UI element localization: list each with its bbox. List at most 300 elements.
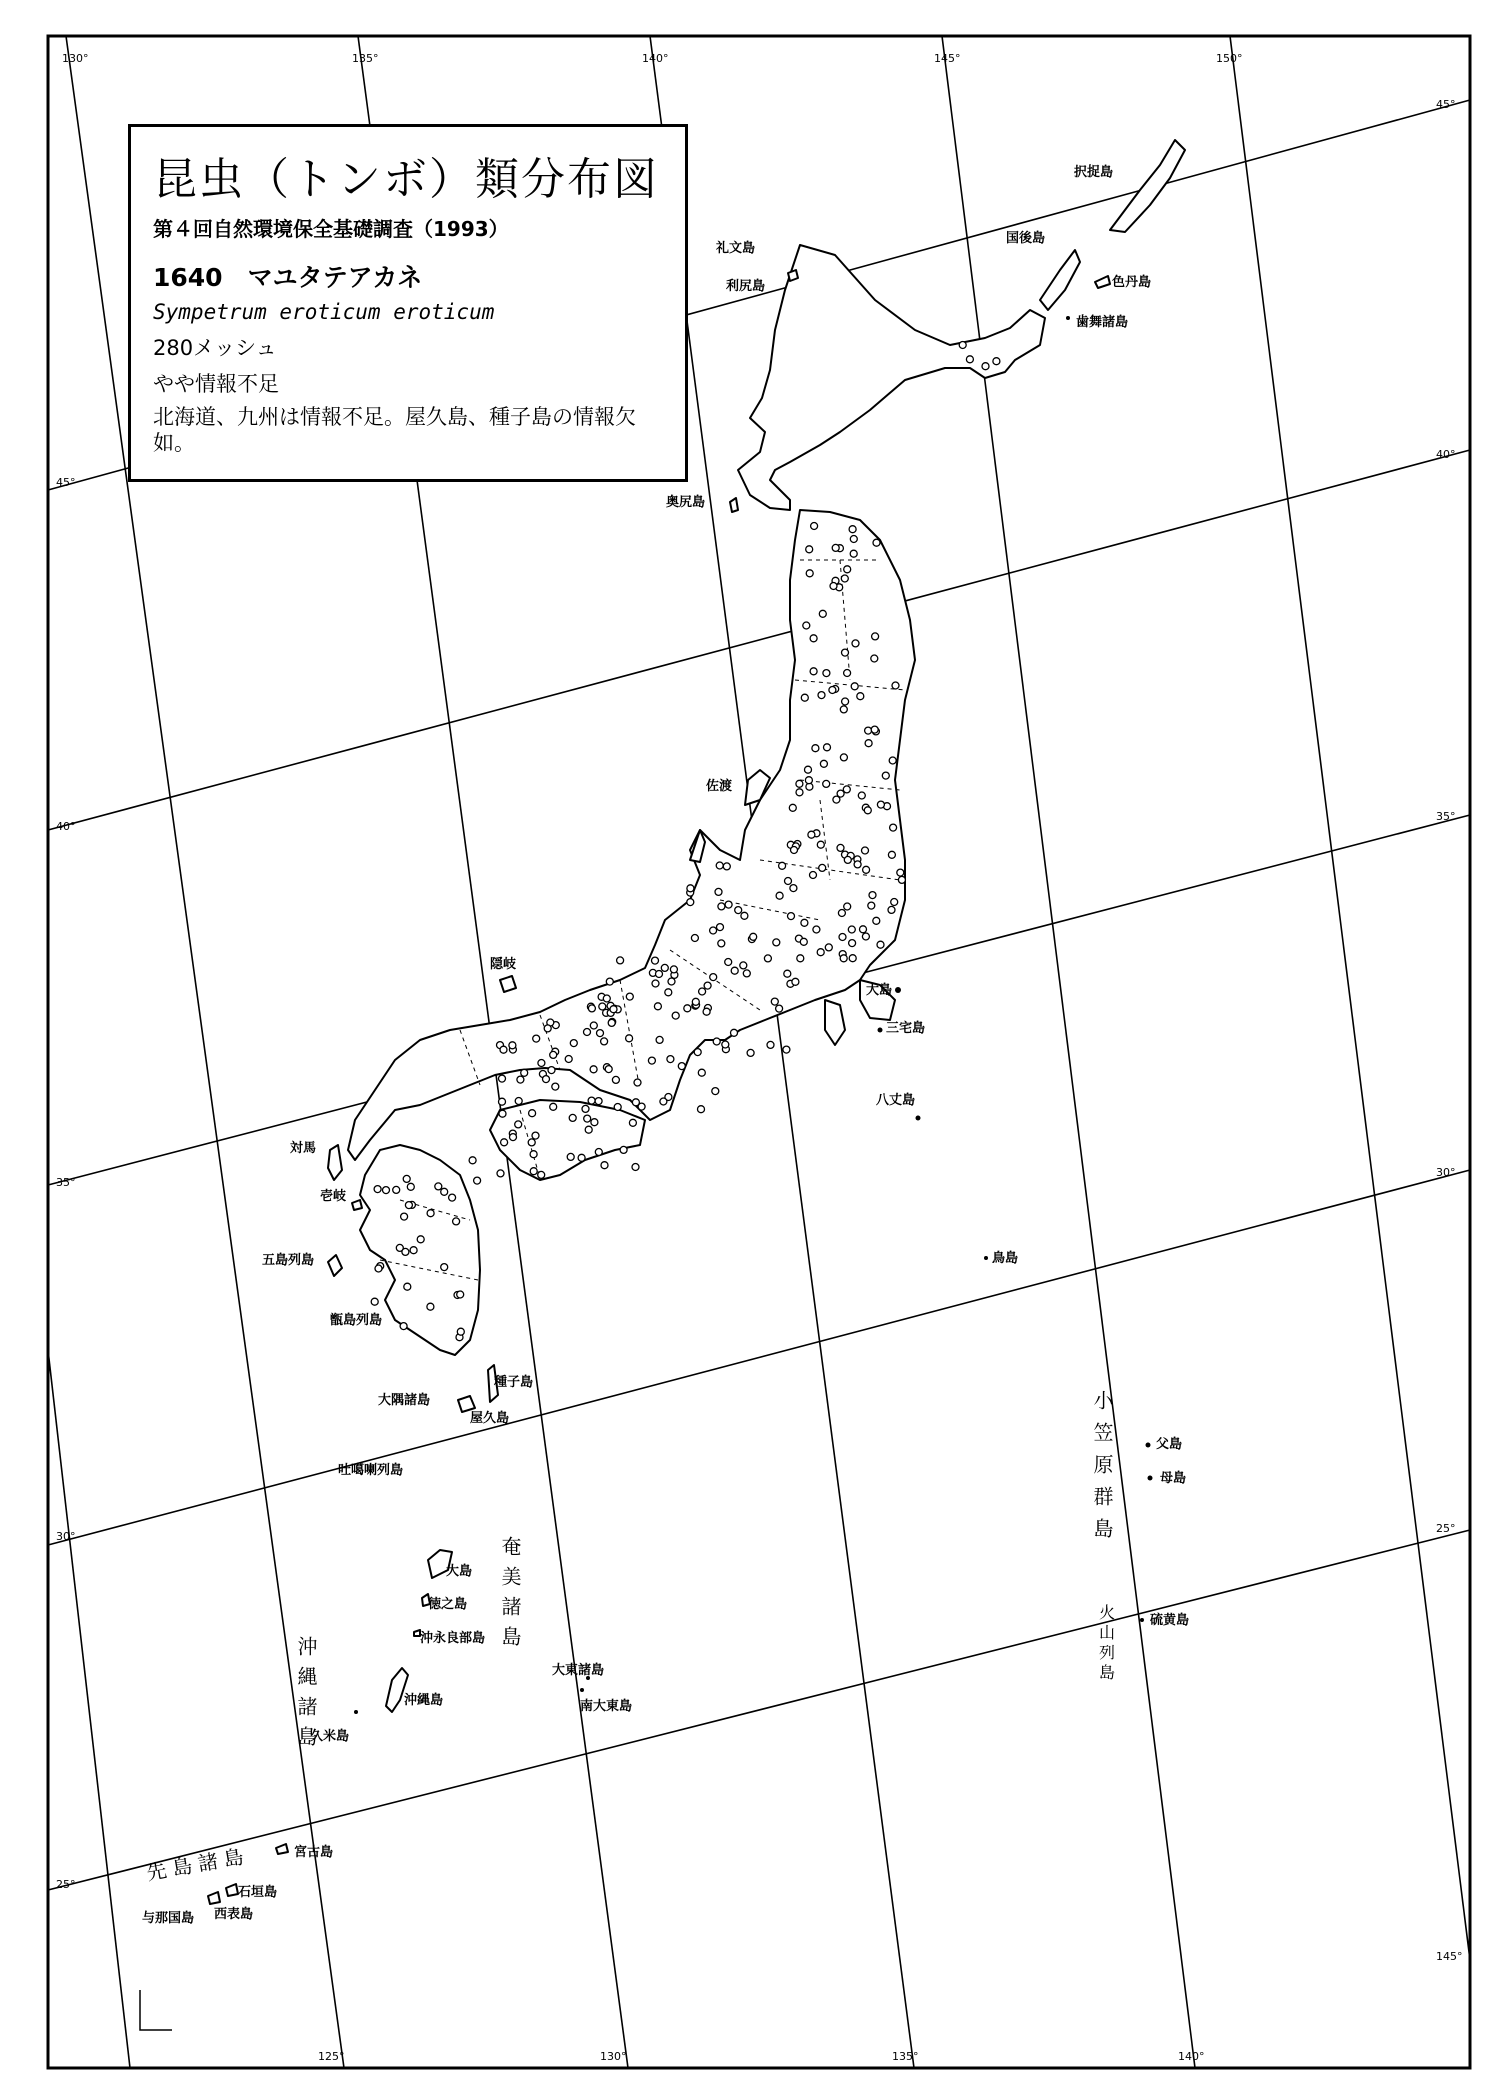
occurrence-marker [565,1056,572,1063]
occurrence-marker [865,727,872,734]
occurrence-marker [723,863,730,870]
place-label: 沖縄島 [404,1693,444,1708]
occurrence-marker [824,744,831,751]
izu-outline [825,1000,845,1045]
occurrence-marker [806,546,813,553]
occurrence-marker [626,1035,633,1042]
occurrence-marker [743,970,750,977]
oki-outline [500,976,516,992]
place-label: 五島列島 [262,1253,315,1268]
ishigaki-outline [226,1884,238,1896]
place-label: 吐噶喇列島 [338,1463,404,1478]
occurrence-marker [854,861,861,868]
occurrence-marker [538,1060,545,1067]
lat-label-right: 40° [1436,448,1456,461]
meridian-150 [1230,36,1470,1960]
occurrence-marker [888,851,895,858]
occurrence-marker [850,550,857,557]
occurrence-marker [801,694,808,701]
occurrence-marker [371,1298,378,1305]
occurrence-marker [499,1098,506,1105]
occurrence-marker [842,698,849,705]
occurrence-marker [725,959,732,966]
yakushima-outline [458,1396,475,1412]
occurrence-marker [533,1035,540,1042]
survey-name: 第４回自然環境保全基礎調査（1993） [153,217,509,241]
occurrence-marker [865,740,872,747]
occurrence-marker [417,1236,424,1243]
map-title: 昆虫（トンボ）類分布図 [153,154,659,205]
occurrence-marker [601,1038,608,1045]
occurrence-marker [632,1099,639,1106]
place-label: 父島 [1156,1437,1183,1452]
group-label-sakishima: 先島諸島 [144,1843,252,1885]
place-label: 種子島 [494,1375,534,1390]
occurrence-marker [712,1088,719,1095]
legend-box [128,124,688,482]
occurrence-marker [403,1175,410,1182]
occurrence-marker [993,358,1000,365]
place-label: 石垣島 [238,1885,278,1900]
occurrence-marker [722,1041,729,1048]
occurrence-marker [868,902,875,909]
occurrence-marker [823,670,830,677]
occurrence-marker [982,363,989,370]
occurrence-marker [427,1303,434,1310]
occurrence-marker [892,682,899,689]
occurrence-marker [427,1210,434,1217]
occurrence-marker [813,926,820,933]
lat-label-right: 30° [1436,1166,1456,1179]
occurrence-marker [515,1121,522,1128]
occurrence-marker [810,635,817,642]
occurrence-marker [570,1040,577,1047]
occurrence-marker [837,844,844,851]
lon-label-bottom: 140° [1178,2050,1205,2063]
occurrence-marker [844,856,851,863]
occurrence-marker [871,655,878,662]
occurrence-marker [595,1098,602,1105]
occurrence-marker [773,939,780,946]
occurrence-marker [790,885,797,892]
occurrence-marker [529,1110,536,1117]
occurrence-marker [783,1046,790,1053]
occurrence-marker [374,1186,381,1193]
place-label: 沖永良部島 [420,1631,486,1646]
occurrence-marker [597,1030,604,1037]
place-label: 徳之島 [428,1597,468,1612]
occurrence-marker [544,1025,551,1032]
meridian-125 [48,1350,130,2068]
occurrence-marker [837,790,844,797]
occurrence-marker [823,780,830,787]
occurrence-marker [785,878,792,885]
occurrence-marker [648,1057,655,1064]
place-label: 礼文島 [716,241,756,256]
occurrence-marker [401,1213,408,1220]
lat-label-left: 25° [56,1878,76,1891]
occurrence-marker [654,1003,661,1010]
occurrence-marker [715,888,722,895]
occurrence-marker [819,864,826,871]
occurrence-marker [796,780,803,787]
occurrence-marker [776,1005,783,1012]
occurrence-marker [548,1067,555,1074]
occurrence-marker [897,869,904,876]
iki-outline [352,1200,362,1210]
lat-label-right: 35° [1436,810,1456,823]
occurrence-marker [898,876,905,883]
occurrence-marker [453,1218,460,1225]
occurrence-marker [864,807,871,814]
occurrence-marker [725,901,732,908]
occurrence-marker [862,847,869,854]
place-label: 歯舞諸島 [1076,315,1129,330]
occurrence-marker [810,668,817,675]
islet-kumejima [354,1710,358,1714]
place-label: 大東諸島 [552,1663,605,1678]
occurrence-marker [840,955,847,962]
group-label-amami: 奄美諸島 [498,1536,522,1656]
scientific-name: Sympetrum eroticum eroticum [153,300,495,324]
lat-label-right: 145° [1436,1950,1463,1963]
occurrence-marker [441,1188,448,1195]
occurrence-marker [606,978,613,985]
occurrence-marker [497,1170,504,1177]
occurrence-marker [871,726,878,733]
place-label: 択捉島 [1074,165,1114,180]
occurrence-marker [838,910,845,917]
parallel-25 [48,1530,1470,1890]
occurrence-marker [784,970,791,977]
mesh-count: 280メッシュ [153,336,277,360]
place-label: 久米島 [310,1729,350,1744]
occurrence-marker [584,1115,591,1122]
occurrence-marker [678,1063,685,1070]
occurrence-marker [667,1056,674,1063]
occurrence-marker [629,1119,636,1126]
place-label: 国後島 [1006,231,1046,246]
occurrence-marker [825,944,832,951]
place-label: 母島 [1160,1471,1187,1486]
horizontal-group-labels [145,1843,252,1885]
place-label: 甑島列島 [330,1313,383,1328]
occurrence-marker [510,1134,517,1141]
occurrence-marker [731,1029,738,1036]
occurrence-marker [532,1132,539,1139]
occurrence-marker [890,824,897,831]
occurrence-marker [550,1103,557,1110]
place-label: 色丹島 [1112,275,1152,290]
occurrence-marker [608,1019,615,1026]
occurrence-marker [811,523,818,530]
islet-hachijo [916,1116,921,1121]
lat-label-right: 25° [1436,1522,1456,1535]
species-name: 1640 マユタテアカネ [153,263,423,292]
occurrence-marker [550,1051,557,1058]
hokkaido-outline [738,245,1045,510]
occurrence-marker [716,862,723,869]
occurrence-marker [684,1005,691,1012]
place-label: 宮古島 [294,1845,334,1860]
occurrence-marker [656,971,663,978]
occurrence-marker [672,1012,679,1019]
honshu-outline [348,510,915,1160]
occurrence-marker [538,1171,545,1178]
occurrence-marker [877,941,884,948]
occurrence-marker [656,1036,663,1043]
occurrence-marker [869,892,876,899]
occurrence-marker [588,1097,595,1104]
occurrence-marker [469,1157,476,1164]
occurrence-marker [812,745,819,752]
occurrence-marker [848,926,855,933]
lat-label-left: 35° [56,1176,76,1189]
occurrence-marker [393,1186,400,1193]
rishiri-outline [788,270,798,281]
occurrence-marker [652,957,659,964]
place-label: 大島 [446,1564,473,1579]
miyako-outline [276,1844,288,1854]
occurrence-marker [860,926,867,933]
place-label: 隠岐 [490,957,517,972]
occurrence-marker [703,1008,710,1015]
lon-label-bottom: 135° [892,2050,919,2063]
tsushima-outline [328,1145,342,1180]
place-label: 大隅諸島 [378,1393,431,1408]
occurrence-marker [872,633,879,640]
occurrence-marker [584,1029,591,1036]
occurrence-marker [400,1323,407,1330]
occurrence-marker [588,1005,595,1012]
occurrence-marker [844,903,851,910]
group-label-ogasawara: 小笠原群島 [1090,1390,1114,1550]
goto-outline [328,1255,342,1276]
occurrence-marker [840,754,847,761]
occurrence-marker [449,1194,456,1201]
shikotan-outline [1095,276,1110,288]
occurrence-marker [717,924,724,931]
occurrence-marker [741,912,748,919]
place-label: 与那国島 [142,1911,195,1926]
occurrence-marker [457,1291,464,1298]
occurrence-marker [410,1247,417,1254]
okushiri-outline [730,498,738,512]
occurrence-marker [839,934,846,941]
occurrence-marker [710,927,717,934]
lon-label-top: 130° [62,52,89,65]
occurrence-marker [501,1139,508,1146]
occurrence-marker [713,1038,720,1045]
occurrence-marker [530,1168,537,1175]
occurrence-marker [873,539,880,546]
place-label: 西表島 [214,1907,254,1922]
occurrence-marker [528,1139,535,1146]
occurrence-marker [840,706,847,713]
occurrence-marker [800,938,807,945]
occurrence-marker [612,1076,619,1083]
lat-label-left: 30° [56,1530,76,1543]
parallel-30 [48,1170,1470,1545]
occurrence-marker [614,1104,621,1111]
occurrence-marker [797,955,804,962]
place-label: 南大東島 [580,1699,633,1714]
occurrence-marker [652,980,659,987]
occurrence-marker [858,792,865,799]
occurrence-marker [820,760,827,767]
occurrence-marker [552,1083,559,1090]
occurrence-marker [530,1151,537,1158]
occurrence-marker [849,955,856,962]
occurrence-marker [617,957,624,964]
occurrence-marker [567,1153,574,1160]
occurrence-marker [694,1049,701,1056]
occurrence-marker [740,962,747,969]
occurrence-marker [691,935,698,942]
place-label: 佐渡 [706,779,733,794]
occurrence-marker [849,940,856,947]
lon-label-bottom: 125° [318,2050,345,2063]
islet-daito-s [580,1688,584,1692]
occurrence-marker [687,899,694,906]
lon-label-top: 135° [352,52,379,65]
occurrence-marker [704,982,711,989]
etorofu-outline [1110,140,1185,232]
place-label: 奥尻島 [666,495,706,510]
legend-note: 北海道、九州は情報不足。屋久島、種子島の情報欠如。 [153,405,636,455]
place-label: 大島 [866,983,893,998]
occurrence-marker [882,772,889,779]
occurrence-marker [810,872,817,879]
occurrence-marker [806,570,813,577]
occurrence-marker [788,913,795,920]
place-label: 三宅島 [886,1021,926,1036]
occurrence-marker [660,1098,667,1105]
occurrence-marker [603,995,610,1002]
occurrence-marker [435,1183,442,1190]
occurrence-marker [578,1154,585,1161]
occurrence-marker [891,899,898,906]
occurrence-marker [670,966,677,973]
occurrence-marker [959,342,966,349]
occurrence-marker [718,940,725,947]
occurrence-marker [626,993,633,1000]
occurrence-marker [402,1248,409,1255]
occurrence-marker [407,1183,414,1190]
occurrence-marker [829,687,836,694]
occurrence-marker [668,978,675,985]
islet-iwojima [1140,1618,1144,1622]
occurrence-marker [966,356,973,363]
occurrence-marker [863,866,870,873]
occurrence-marker [710,974,717,981]
occurrence-marker [610,1006,617,1013]
occurrence-marker [808,831,815,838]
occurrence-marker [521,1069,528,1076]
occurrence-marker [888,906,895,913]
occurrence-marker [632,1164,639,1171]
occurrence-marker [590,1022,597,1029]
place-label: 硫黄島 [1150,1613,1190,1628]
occurrence-marker [779,862,786,869]
occurrence-marker [661,964,668,971]
place-label: 利尻島 [726,279,766,294]
occurrence-marker [852,640,859,647]
lon-label-bottom: 130° [600,2050,627,2063]
data-status: やや情報不足 [153,372,279,396]
lon-label-top: 140° [642,52,669,65]
occurrence-marker [620,1146,627,1153]
occurrence-marker [692,998,699,1005]
lon-label-top: 145° [934,52,961,65]
occurrence-marker [457,1328,464,1335]
islet-torishima [984,1256,988,1260]
occurrence-marker [849,526,856,533]
occurrence-marker [585,1126,592,1133]
occurrence-marker [832,544,839,551]
occurrence-marker [750,933,757,940]
islet-miyake [878,1028,883,1033]
occurrence-marker [817,841,824,848]
occurrence-marker [792,978,799,985]
group-label-okinawa: 沖縄諸島 [294,1636,318,1756]
kunashiri-outline [1040,250,1080,310]
occurrence-marker [889,757,896,764]
occurrence-marker [718,903,725,910]
iriomote-outline [208,1892,220,1904]
occurrence-marker [844,670,851,677]
place-label: 対馬 [290,1141,317,1156]
occurrence-marker [698,1106,705,1113]
occurrence-marker [818,692,825,699]
place-label: 壱岐 [320,1189,347,1204]
islet-habomai [1066,316,1070,320]
occurrence-marker [796,789,803,796]
lat-label-left: 45° [56,476,76,489]
occurrence-marker [543,1076,550,1083]
occurrence-marker [805,766,812,773]
occurrence-marker [789,804,796,811]
occurrence-marker [764,955,771,962]
occurrence-marker [383,1187,390,1194]
occurrence-marker [841,575,848,582]
occurrence-marker [375,1265,382,1272]
islet-oshima [895,987,901,993]
occurrence-marker [791,847,798,854]
islet-chichijima [1146,1443,1151,1448]
occurrence-marker [817,949,824,956]
occurrence-marker [634,1079,641,1086]
islet-hahajima [1148,1476,1153,1481]
scale-mark [140,1990,172,2030]
occurrence-marker [687,885,694,892]
occurrence-marker [803,622,810,629]
occurrence-marker [569,1114,576,1121]
occurrence-marker [509,1042,516,1049]
occurrence-marker [842,649,849,656]
occurrence-marker [776,892,783,899]
occurrence-marker [499,1075,506,1082]
occurrence-marker [601,1162,608,1169]
occurrence-marker [474,1177,481,1184]
occurrence-marker [819,610,826,617]
occurrence-marker [805,777,812,784]
occurrence-marker [857,693,864,700]
occurrence-marker [591,1119,598,1126]
occurrence-marker [698,1069,705,1076]
occurrence-marker [499,1110,506,1117]
occurrence-marker [517,1076,524,1083]
